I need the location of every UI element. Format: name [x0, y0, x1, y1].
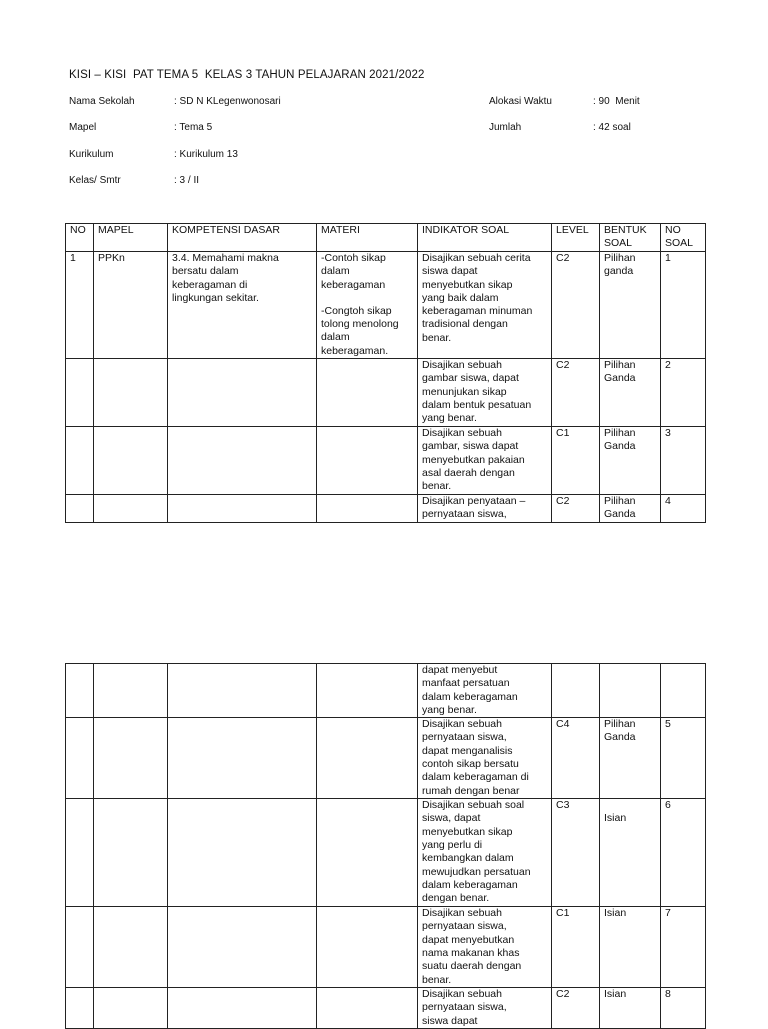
- cell-indikator: Disajikan sebuah pernyataan siswa, dapat menyebutkan nama makanan khas suatu daerah dengan benar.: [418, 907, 552, 988]
- table-row: [66, 495, 706, 523]
- table-row: [66, 252, 706, 359]
- cell-level: C3: [552, 799, 600, 907]
- cell-mapel: [94, 495, 168, 523]
- table-row: [66, 664, 706, 718]
- table-header-row: [66, 224, 706, 252]
- value-jumlah: : 42 soal: [593, 122, 631, 133]
- cell-bentuk-soal: Pilihan Ganda: [600, 359, 661, 427]
- cell-indikator: dapat menyebut manfaat persatuan dalam keberagaman yang benar.: [418, 664, 552, 718]
- label-mapel: Mapel: [69, 122, 97, 133]
- cell-indikator: Disajikan sebuah gambar, siswa dapat menyebutkan pakaian asal daerah dengan benar.: [418, 427, 552, 495]
- cell-indikator: Disajikan sebuah cerita siswa dapat menyebutkan sikap yang baik dalam keberagaman minuman tradisional dengan benar.: [418, 252, 552, 359]
- table-row: [66, 799, 706, 907]
- header-kompetensi-dasar: KOMPETENSI DASAR: [168, 224, 317, 252]
- cell-bentuk-soal: [600, 664, 661, 718]
- cell-no: [66, 718, 94, 799]
- cell-indikator: Disajikan sebuah gambar siswa, dapat menunjukan sikap dalam bentuk pesatuan yang benar.: [418, 359, 552, 427]
- cell-bentuk-soal: Pilihan ganda: [600, 252, 661, 359]
- value-kurikulum: : Kurikulum 13: [174, 149, 238, 160]
- cell-no-soal: 8: [661, 988, 706, 1029]
- cell-mapel: [94, 988, 168, 1029]
- cell-mapel: [94, 359, 168, 427]
- cell-mapel: [94, 907, 168, 988]
- cell-kompetensi-dasar: 3.4. Memahami makna bersatu dalam keberagaman di lingkungan sekitar.: [168, 252, 317, 359]
- header-no: NO: [66, 224, 94, 252]
- cell-materi: [317, 359, 418, 427]
- cell-no-soal: 7: [661, 907, 706, 988]
- cell-no-soal: 6: [661, 799, 706, 907]
- label-nama-sekolah: Nama Sekolah: [69, 96, 135, 107]
- cell-no: [66, 664, 94, 718]
- cell-level: C2: [552, 359, 600, 427]
- cell-indikator: Disajikan sebuah pernyataan siswa, siswa dapat: [418, 988, 552, 1029]
- cell-level: C1: [552, 427, 600, 495]
- value-mapel: : Tema 5: [174, 122, 213, 133]
- table-row: [66, 988, 706, 1029]
- cell-no-soal: 4: [661, 495, 706, 523]
- cell-materi: [317, 664, 418, 718]
- header-no-soal: NO SOAL: [661, 224, 706, 252]
- cell-materi: -Contoh sikap dalam keberagaman -Congtoh sikap tolong menolong dalam keberagaman.: [317, 252, 418, 359]
- cell-no-soal: 5: [661, 718, 706, 799]
- cell-no: [66, 907, 94, 988]
- cell-mapel: [94, 718, 168, 799]
- document-title: KISI – KISI PAT TEMA 5 KELAS 3 TAHUN PELAJARAN 2021/2022: [69, 69, 425, 81]
- cell-no-soal: 2: [661, 359, 706, 427]
- value-nama-sekolah: : SD N KLegenwonosari: [174, 96, 281, 107]
- cell-indikator: Disajikan sebuah soal siswa, dapat menyebutkan sikap yang perlu di kembangkan dalam mewujudkan persatuan dalam keberagaman dengan benar.: [418, 799, 552, 907]
- cell-kompetensi-dasar: [168, 988, 317, 1029]
- cell-materi: [317, 427, 418, 495]
- cell-no: [66, 799, 94, 907]
- cell-mapel: [94, 427, 168, 495]
- cell-kompetensi-dasar: [168, 799, 317, 907]
- cell-no: [66, 427, 94, 495]
- cell-materi: [317, 907, 418, 988]
- header-bentuk-soal: BENTUK SOAL: [600, 224, 661, 252]
- table-row: [66, 427, 706, 495]
- cell-materi: [317, 799, 418, 907]
- table-row: [66, 907, 706, 988]
- cell-kompetensi-dasar: [168, 427, 317, 495]
- cell-bentuk-soal: Pilihan Ganda: [600, 427, 661, 495]
- cell-bentuk-soal: Pilihan Ganda: [600, 495, 661, 523]
- cell-bentuk-soal: Isian: [600, 988, 661, 1029]
- cell-bentuk-soal: Isian: [600, 799, 661, 907]
- cell-no-soal: [661, 664, 706, 718]
- cell-materi: [317, 718, 418, 799]
- cell-kompetensi-dasar: [168, 359, 317, 427]
- value-kelas: : 3 / II: [174, 175, 200, 186]
- table-row: [66, 359, 706, 427]
- cell-kompetensi-dasar: [168, 664, 317, 718]
- cell-kompetensi-dasar: [168, 718, 317, 799]
- kisi-table-page-2: [65, 663, 706, 1029]
- kisi-table-page-1: [65, 223, 706, 523]
- cell-kompetensi-dasar: [168, 907, 317, 988]
- cell-no: 1: [66, 252, 94, 359]
- cell-no: [66, 359, 94, 427]
- cell-materi: [317, 495, 418, 523]
- cell-no: [66, 495, 94, 523]
- table-row: [66, 718, 706, 799]
- label-kurikulum: Kurikulum: [69, 149, 114, 160]
- cell-materi: [317, 988, 418, 1029]
- cell-level: C2: [552, 495, 600, 523]
- cell-level: C2: [552, 988, 600, 1029]
- cell-indikator: Disajikan sebuah pernyataan siswa, dapat menganalisis contoh sikap bersatu dalam keberagaman di rumah dengan benar: [418, 718, 552, 799]
- cell-kompetensi-dasar: [168, 495, 317, 523]
- cell-bentuk-soal: Isian: [600, 907, 661, 988]
- cell-mapel: [94, 799, 168, 907]
- label-kelas: Kelas/ Smtr: [69, 175, 121, 186]
- cell-mapel: [94, 664, 168, 718]
- header-mapel: MAPEL: [94, 224, 168, 252]
- value-alokasi-waktu: : 90 Menit: [593, 96, 640, 107]
- cell-mapel: PPKn: [94, 252, 168, 359]
- header-level: LEVEL: [552, 224, 600, 252]
- cell-indikator: Disajikan penyataan – pernyataan siswa,: [418, 495, 552, 523]
- label-jumlah: Jumlah: [489, 122, 522, 133]
- header-materi: MATERI: [317, 224, 418, 252]
- cell-level: C4: [552, 718, 600, 799]
- cell-level: C1: [552, 907, 600, 988]
- cell-no-soal: 3: [661, 427, 706, 495]
- cell-level: C2: [552, 252, 600, 359]
- cell-bentuk-soal: Pilihan Ganda: [600, 718, 661, 799]
- cell-no: [66, 988, 94, 1029]
- cell-level: [552, 664, 600, 718]
- cell-no-soal: 1: [661, 252, 706, 359]
- label-alokasi-waktu: Alokasi Waktu: [489, 96, 552, 107]
- header-indikator-soal: INDIKATOR SOAL: [418, 224, 552, 252]
